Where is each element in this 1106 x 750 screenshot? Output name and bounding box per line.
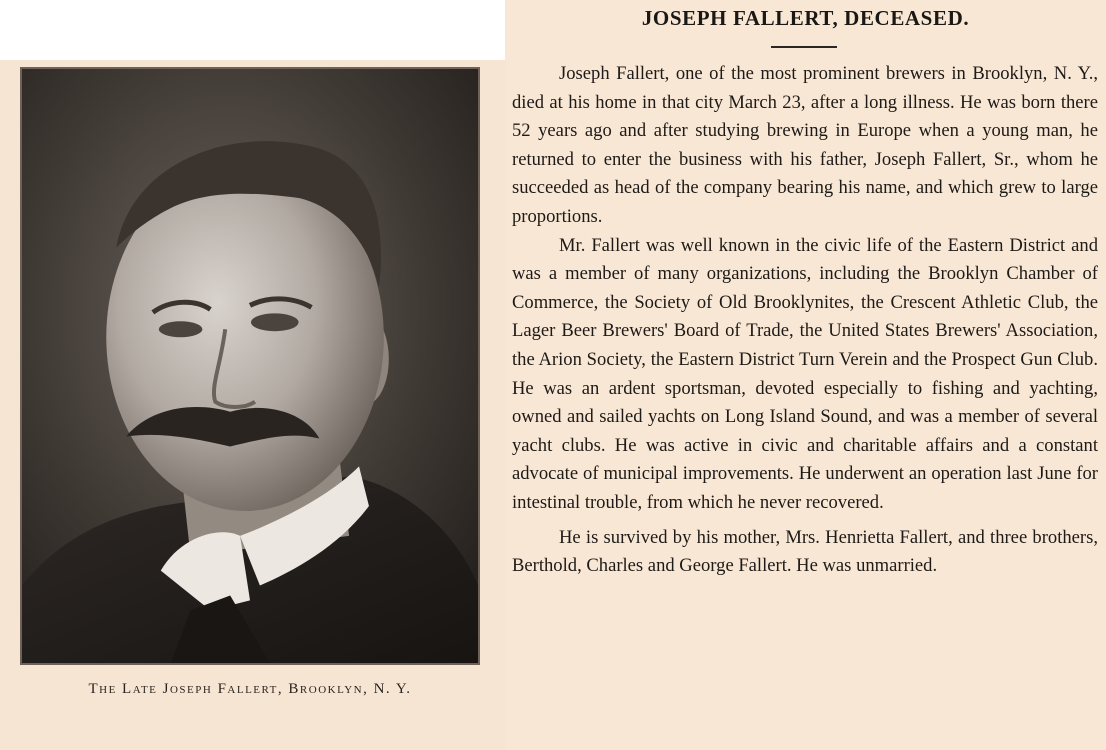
portrait-illustration (22, 69, 478, 663)
article-paragraph: He is survived by his mother, Mrs. Henrietta Fallert, and three brothers, Berthold, Charles and George Fallert. He was unmarried. (512, 526, 1098, 577)
portrait-photo (20, 67, 480, 665)
headline-divider (771, 46, 837, 48)
article-paragraph: Mr. Fallert was well known in the civic life of the Eastern District and was a member of many organizations, including the Brooklyn Chamber of Commerce, the Society of Old Brooklynites, the Crescent Athletic Club, the Lager Beer Brewers' Board of Trade, the United States Brewers' Association, the Arion Society, the Eastern District Turn Verein and the Prospect Gun Club. He was an ardent sportsman, devoted especially to fishing and yachting, owned and sailed yachts on Long Island Sound, and was a member of several yacht clubs. He was active in civic and charitable affairs and a constant advocate of municipal improvements. He underwent an operation last June for intestinal trouble, from which he never recovered. (512, 234, 1098, 513)
article-paragraph: Joseph Fallert, one of the most prominent brewers in Brooklyn, N. Y., died at his home in that city March 23, after a long illness. He was born there 52 years ago and after studying brewing in Europe when a young man, he returned to enter the business with his father, Joseph Fallert, Sr., whom he succeeded as head of the company bearing his name, and which grew to large proportions. (512, 63, 1098, 227)
article-body (512, 60, 1098, 581)
article-headline: JOSEPH FALLERT, DECEASED. (641, 6, 970, 30)
photo-caption: The Late Joseph Fallert, Brooklyn, N. Y. (88, 681, 412, 697)
